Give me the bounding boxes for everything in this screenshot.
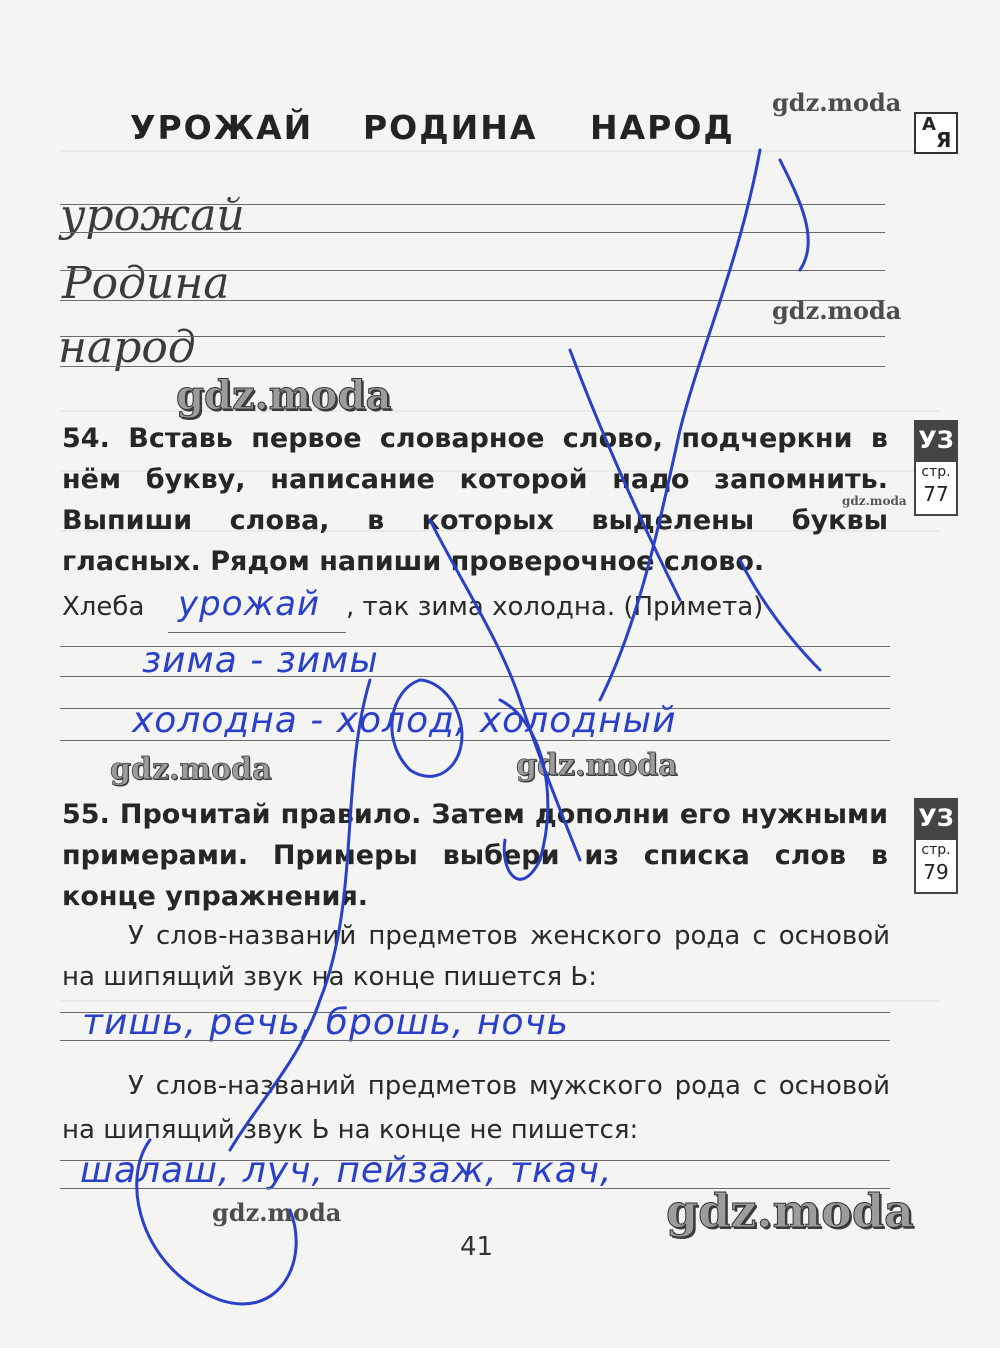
uz-ref-page-label: стр. <box>921 842 951 858</box>
alphabet-icon-top: А <box>922 114 936 135</box>
exercise-54-number: 54. <box>62 423 110 454</box>
watermark: gdz.moda <box>516 748 678 783</box>
uz-ref-tag-54: УЗ <box>914 420 958 460</box>
answer-55-line-2: шалаш, луч, пейзаж, ткач, <box>80 1150 613 1191</box>
rule-2-text: У слов-названий предметов мужского рода с основой на шипящий звук Ь на конце не пишется: <box>62 1071 890 1145</box>
pen-stroke <box>137 1140 296 1304</box>
pen-stroke <box>740 560 820 670</box>
vocab-word-2: РОДИНА <box>363 108 538 147</box>
exercise-54-text: Вставь первое словарное слово, подчеркни в нём букву, написание которой надо запомнить. Выпиши слова, в которых выделены буквы гласных. Рядом напиши проверочное слово. <box>62 423 888 577</box>
pen-stroke <box>570 350 680 600</box>
answer-54-line-2: холодна - холод, холодный <box>132 700 677 741</box>
watermark: gdz.moda <box>772 296 902 325</box>
watermark: gdz.moda <box>666 1184 914 1238</box>
cursive-word-2: Родина <box>62 258 230 309</box>
cursive-word-1: урожай <box>60 190 245 241</box>
rule-1-text: У слов-названий предметов женского рода с основой на шипящий звук на конце пишется Ь: <box>62 921 890 992</box>
sentence-start: Хлеба <box>62 592 145 622</box>
pen-stroke <box>780 160 808 270</box>
watermark: gdz.moda <box>772 88 902 117</box>
answer-54-line-1: зима - зимы <box>142 640 379 681</box>
answer-55-line-1: тишь, речь, брошь, ночь <box>82 1002 569 1043</box>
pen-stroke <box>430 520 580 860</box>
sentence-end: , так зима холодна. (Примета) <box>346 592 764 622</box>
uz-ref-page-number: 79 <box>923 860 949 884</box>
pen-stroke <box>392 680 462 776</box>
alphabet-icon-bottom: Я <box>936 128 952 152</box>
vocab-word-3: НАРОД <box>590 108 735 147</box>
watermark: gdz.moda <box>212 1198 342 1227</box>
uz-ref-page-label: стр. <box>921 464 951 480</box>
page-number: 41 <box>460 1232 494 1262</box>
pen-stroke <box>500 700 548 879</box>
pen-stroke <box>230 680 370 1150</box>
uz-ref-tag-55: УЗ <box>914 798 958 838</box>
uz-ref-page-number: 77 <box>923 482 949 506</box>
pen-stroke <box>600 150 760 700</box>
watermark: gdz.moda <box>842 494 907 508</box>
watermark: gdz.moda <box>176 372 392 419</box>
exercise-55-number: 55. <box>62 799 110 830</box>
filled-word: урожай <box>178 584 321 624</box>
watermark: gdz.moda <box>110 752 272 787</box>
cursive-word-3: народ <box>58 322 196 373</box>
exercise-55-text: Прочитай правило. Затем дополни его нужными примерами. Примеры выбери из списка слов в конце упражнения. <box>62 799 888 912</box>
vocab-word-1: УРОЖАЙ <box>130 108 314 147</box>
